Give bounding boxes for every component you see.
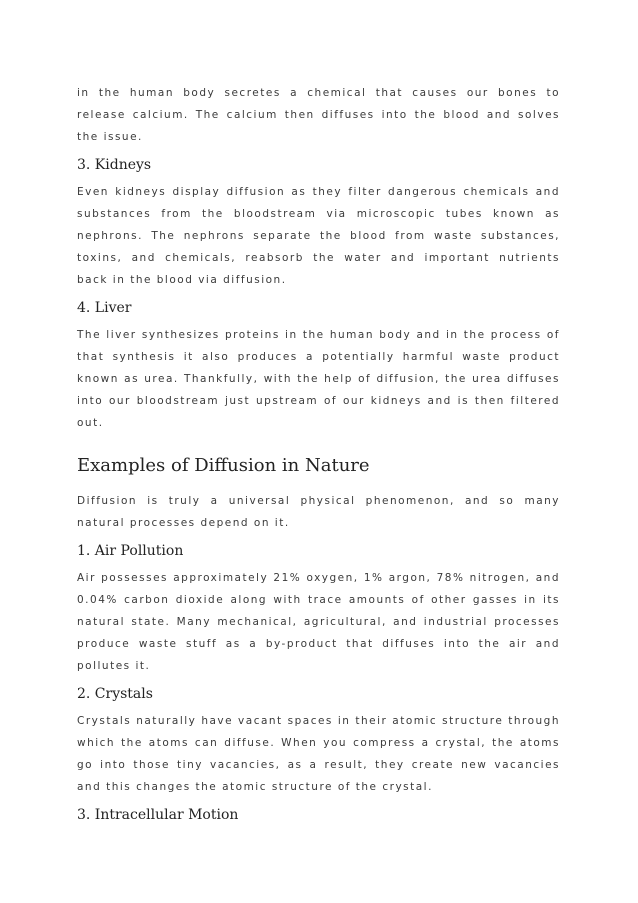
heading-intracellular-motion: 3. Intracellular Motion	[77, 807, 239, 823]
heading-liver: 4. Liver	[77, 300, 132, 316]
heading-air-pollution: 1. Air Pollution	[77, 543, 184, 559]
heading-kidneys: 3. Kidneys	[77, 157, 152, 173]
intro-paragraph: in the human body secretes a chemical that causes our bones to release calcium. The calcium then diffuses into the blood and solves the issue.	[77, 87, 560, 143]
document-page	[77, 82, 560, 831]
section-heading-nature: Examples of Diffusion in Nature	[77, 455, 370, 476]
paragraph-liver: The liver synthesizes proteins in the human body and in the process of that synthesis it also produces a potentially harmful waste product known as urea. Thankfully, with the help of diffusion, the urea diffuses into our bloodstream just upstream of our kidneys and is then filtered out.	[77, 329, 560, 429]
paragraph-air-pollution: Air possesses approximately 21% oxygen, 1% argon, 78% nitrogen, and 0.04% carbon dioxide along with trace amounts of other gasses in its natural state. Many mechanical, agricultural, and industrial processes produce waste stuff as a by-product that diffuses into the air and pollutes it.	[77, 572, 560, 672]
paragraph-crystals: Crystals naturally have vacant spaces in their atomic structure through which the atoms can diffuse. When you compress a crystal, the atoms go into those tiny vacancies, as a result, they create new vacancies and this changes the atomic structure of the crystal.	[77, 715, 560, 793]
paragraph-kidneys: Even kidneys display diffusion as they filter dangerous chemicals and substances from the bloodstream via microscopic tubes known as nephrons. The nephrons separate the blood from waste substances, toxins, and chemicals, reabsorb the water and important nutrients back in the blood via diffusion.	[77, 186, 560, 286]
paragraph-nature-intro: Diffusion is truly a universal physical phenomenon, and so many natural processes depend on it.	[77, 495, 560, 529]
heading-crystals: 2. Crystals	[77, 686, 153, 702]
